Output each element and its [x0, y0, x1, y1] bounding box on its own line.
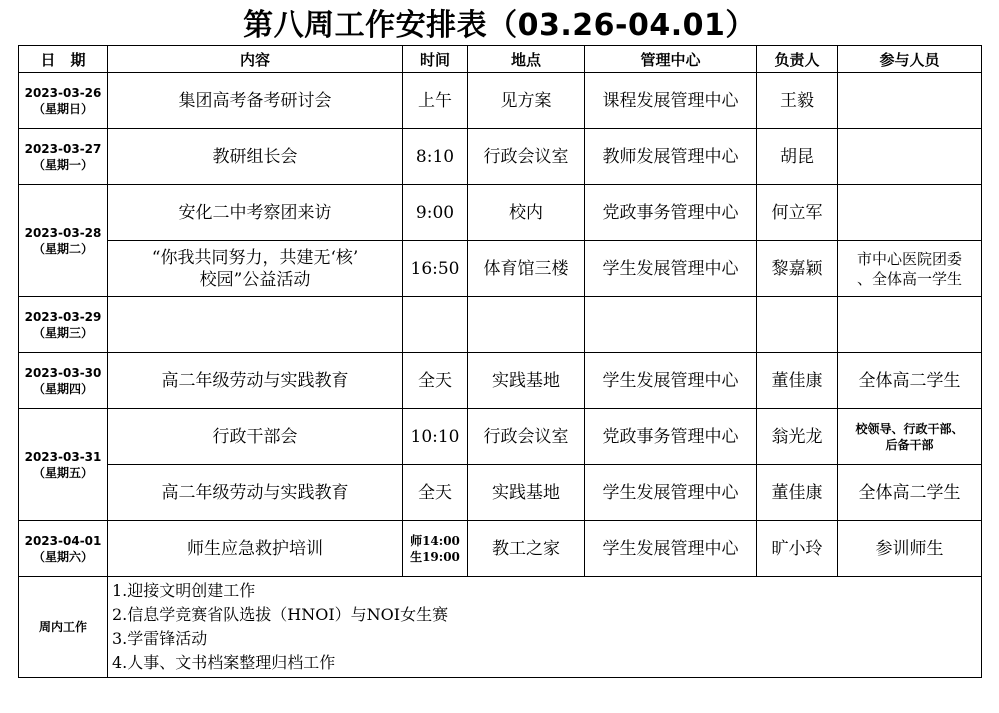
event-time: 全天: [403, 353, 468, 409]
time-line: 师14:00: [410, 533, 460, 548]
header-date: 日 期: [19, 46, 108, 73]
date-text: 2023-04-01: [24, 533, 102, 548]
table-row: [19, 73, 982, 129]
event-content: 安化二中考察团来访: [108, 185, 403, 241]
weekly-label: 周内工作: [19, 577, 108, 678]
table-row: [19, 465, 982, 521]
header-participants: 参与人员: [838, 46, 982, 73]
empty-cell: [108, 297, 403, 353]
empty-cell: [757, 297, 838, 353]
event-location: 行政会议室: [468, 409, 585, 465]
weekday-text: （星期三）: [32, 325, 93, 340]
list-item: 1.迎接文明创建工作: [112, 581, 256, 600]
event-time: 8:10: [403, 129, 468, 185]
weekday-text: （星期四）: [32, 381, 93, 396]
event-content: 高二年级劳动与实践教育: [108, 353, 403, 409]
participants-line: 后备干部: [885, 437, 934, 452]
weekday-text: （星期六）: [32, 549, 93, 564]
event-location: 行政会议室: [468, 129, 585, 185]
weekday-text: （星期日）: [32, 101, 93, 116]
event-time: [403, 521, 468, 577]
date-text: 2023-03-28: [24, 225, 102, 240]
participants-line: 校领导、行政干部、: [855, 421, 964, 436]
weekly-list: [108, 577, 982, 678]
table-row: [19, 521, 982, 577]
weekday-text: （星期五）: [32, 465, 93, 480]
date-cell: [19, 129, 108, 185]
weekday-text: （星期二）: [32, 241, 93, 256]
table-row: [19, 129, 982, 185]
event-content-line: “你我共同努力，共建无‘核’: [151, 247, 359, 268]
event-owner: 黎嘉颖: [757, 241, 838, 297]
event-participants: [838, 409, 982, 465]
empty-cell: [403, 297, 468, 353]
table-row: [19, 409, 982, 465]
event-location: 见方案: [468, 73, 585, 129]
empty-cell: [585, 297, 757, 353]
date-cell: [19, 73, 108, 129]
event-participants: 参训师生: [838, 521, 982, 577]
event-time: 16:50: [403, 241, 468, 297]
list-item: 2.信息学竞赛省队选拔（HNOI）与NOI女生赛: [112, 605, 449, 624]
date-cell: [19, 353, 108, 409]
event-owner: 董佳康: [757, 465, 838, 521]
event-center: 课程发展管理中心: [585, 73, 757, 129]
weekday-text: （星期一）: [32, 157, 93, 172]
event-owner: 王毅: [757, 73, 838, 129]
event-location: 实践基地: [468, 465, 585, 521]
participants-line: 、全体高一学生: [856, 269, 962, 288]
event-content-line: 校园”公益活动: [199, 269, 311, 290]
event-location: 教工之家: [468, 521, 585, 577]
event-content: 行政干部会: [108, 409, 403, 465]
table-row: [19, 241, 982, 297]
event-participants: [838, 129, 982, 185]
participants-line: 市中心医院团委: [856, 249, 962, 268]
empty-cell: [838, 297, 982, 353]
table-row: [19, 353, 982, 409]
event-content: 教研组长会: [108, 129, 403, 185]
event-content: 集团高考备考研讨会: [108, 73, 403, 129]
event-center: 学生发展管理中心: [585, 521, 757, 577]
event-owner: 何立军: [757, 185, 838, 241]
event-location: 校内: [468, 185, 585, 241]
date-text: 2023-03-31: [24, 449, 102, 464]
empty-cell: [468, 297, 585, 353]
event-participants: [838, 73, 982, 129]
event-center: 学生发展管理中心: [585, 353, 757, 409]
date-text: 2023-03-30: [24, 365, 102, 380]
event-participants: 全体高二学生: [838, 465, 982, 521]
event-owner: 董佳康: [757, 353, 838, 409]
table-row: [19, 297, 982, 353]
event-time: 10:10: [403, 409, 468, 465]
event-location: 实践基地: [468, 353, 585, 409]
event-center: 党政事务管理中心: [585, 185, 757, 241]
header-time: 时间: [403, 46, 468, 73]
event-owner: 翁光龙: [757, 409, 838, 465]
date-text: 2023-03-27: [24, 141, 102, 156]
date-text: 2023-03-29: [24, 309, 102, 324]
event-time: 全天: [403, 465, 468, 521]
event-center: 教师发展管理中心: [585, 129, 757, 185]
event-center: 学生发展管理中心: [585, 465, 757, 521]
event-center: 学生发展管理中心: [585, 241, 757, 297]
weekly-row: [19, 577, 982, 678]
list-item: 4.人事、文书档案整理归档工作: [112, 653, 336, 672]
event-content: 师生应急救护培训: [108, 521, 403, 577]
event-content: [108, 241, 403, 297]
event-participants: [838, 241, 982, 297]
header-owner: 负责人: [757, 46, 838, 73]
header-row: [19, 46, 982, 73]
date-cell: [19, 409, 108, 521]
date-cell: [19, 521, 108, 577]
date-cell: [19, 185, 108, 297]
event-participants: 全体高二学生: [838, 353, 982, 409]
event-location: 体育馆三楼: [468, 241, 585, 297]
event-content: 高二年级劳动与实践教育: [108, 465, 403, 521]
header-center: 管理中心: [585, 46, 757, 73]
table-row: [19, 185, 982, 241]
schedule-table: [18, 45, 982, 678]
header-location: 地点: [468, 46, 585, 73]
event-owner: 胡昆: [757, 129, 838, 185]
page-title: 第八周工作安排表（03.26-04.01）: [243, 8, 756, 43]
event-time: 9:00: [403, 185, 468, 241]
date-cell: [19, 297, 108, 353]
header-content: 内容: [108, 46, 403, 73]
list-item: 3.学雷锋活动: [112, 629, 208, 648]
event-center: 党政事务管理中心: [585, 409, 757, 465]
time-line: 生19:00: [410, 549, 460, 564]
event-owner: 旷小玲: [757, 521, 838, 577]
date-text: 2023-03-26: [24, 85, 102, 100]
event-participants: [838, 185, 982, 241]
event-time: 上午: [403, 73, 468, 129]
